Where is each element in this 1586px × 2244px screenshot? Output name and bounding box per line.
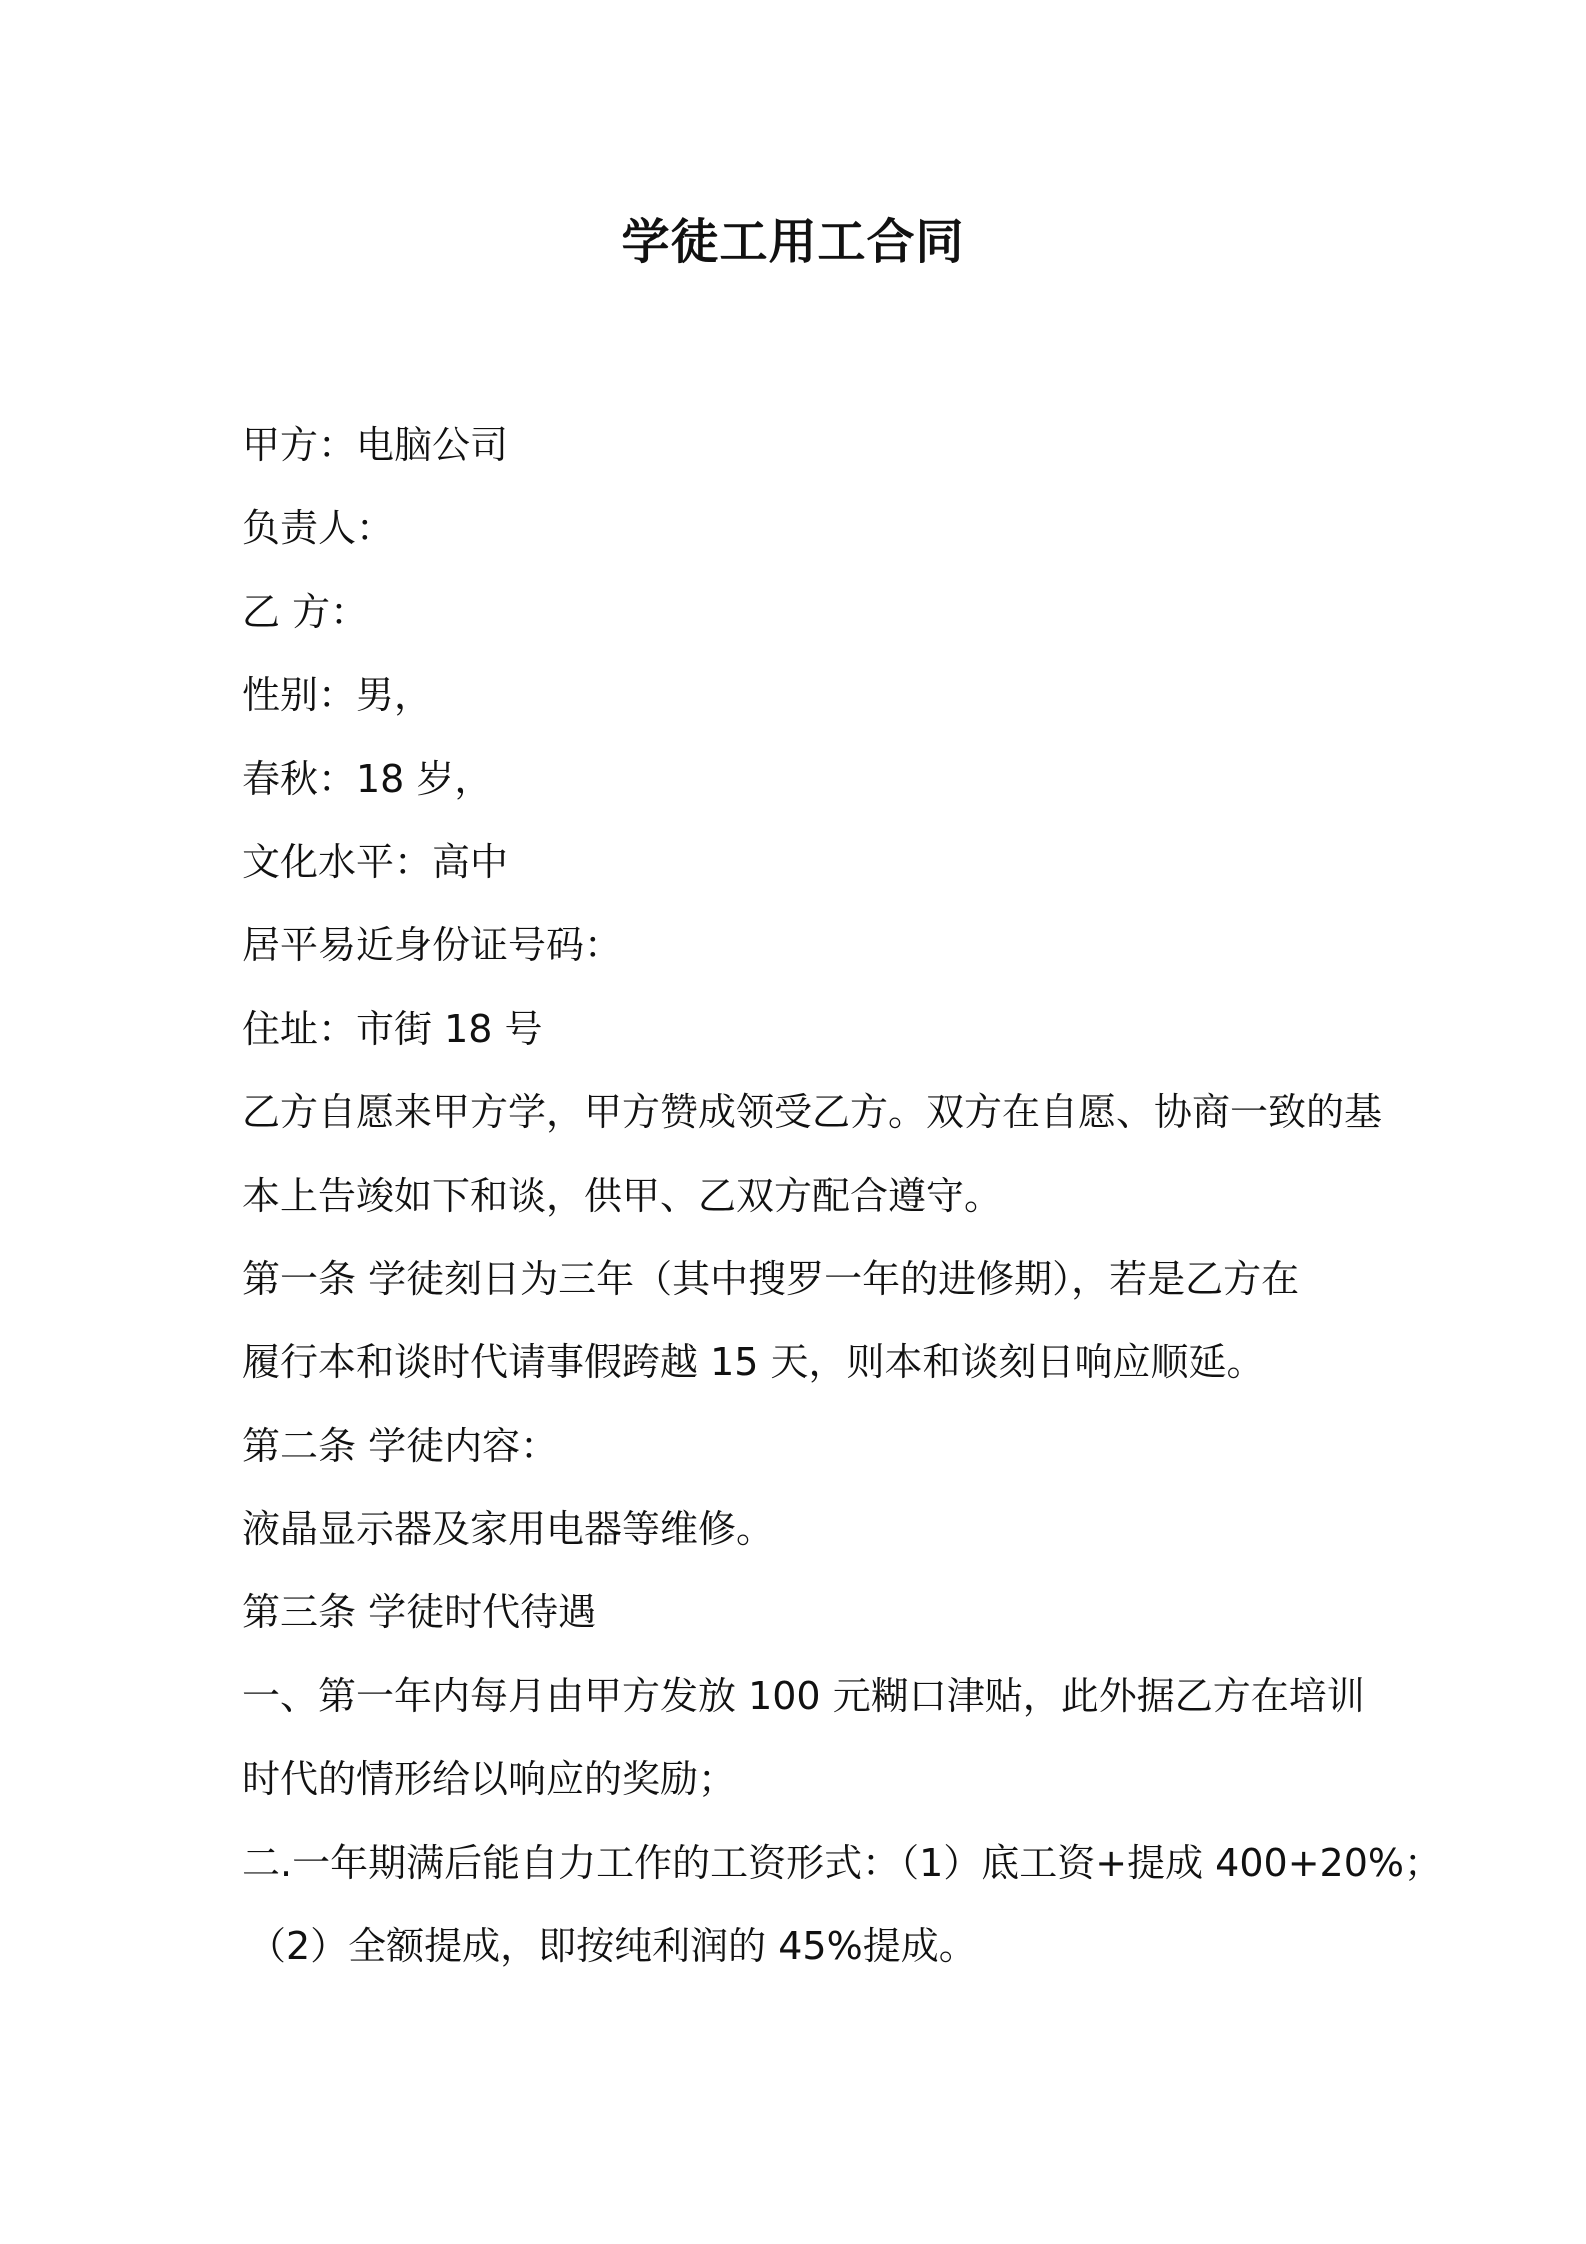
article-2-heading: 第二条 学徒内容：: [242, 1423, 559, 1468]
agreement-intro-line-2: 本上告竣如下和谈，供甲、乙双方配合遵守。: [242, 1173, 1003, 1218]
article-2-content: 液晶显示器及家用电器等维修。: [242, 1507, 775, 1552]
article-3-item-1-line-1: 一、第一年内每月由甲方发放 100 元糊口津贴，此外据乙方在培训: [242, 1673, 1365, 1718]
address-line: 住址：市街 18 号: [242, 1006, 543, 1051]
age-line: 春秋：18 岁，: [242, 756, 493, 801]
article-3-heading: 第三条 学徒时代待遇: [242, 1590, 597, 1635]
id-number-line: 居平易近身份证号码：: [242, 923, 623, 968]
article-1-line-1: 第一条 学徒刻日为三年（其中搜罗一年的进修期），若是乙方在: [242, 1256, 1300, 1301]
gender-line: 性别：男，: [242, 673, 433, 718]
party-b-line: 乙 方：: [242, 589, 369, 634]
article-3-item-2-line-2: （2）全额提成，即按纯利润的 45%提成。: [248, 1924, 977, 1969]
responsible-person-line: 负责人：: [242, 506, 395, 551]
agreement-intro-line-1: 乙方自愿来甲方学，甲方赞成领受乙方。双方在自愿、协商一致的基: [242, 1090, 1383, 1135]
document-title: 学徒工用工合同: [621, 214, 965, 270]
party-a-line: 甲方：电脑公司: [242, 423, 509, 467]
article-3-item-1-line-2: 时代的情形给以响应的奖励；: [242, 1757, 737, 1802]
contract-body: [242, 404, 1443, 1988]
article-1-line-2: 履行本和谈时代请事假跨越 15 天，则本和谈刻日响应顺延。: [242, 1340, 1265, 1385]
education-line: 文化水平：高中: [242, 839, 509, 884]
article-3-item-2-line-1: 二.一年期满后能自力工作的工资形式：（1）底工资+提成 400+20%；: [242, 1840, 1443, 1885]
